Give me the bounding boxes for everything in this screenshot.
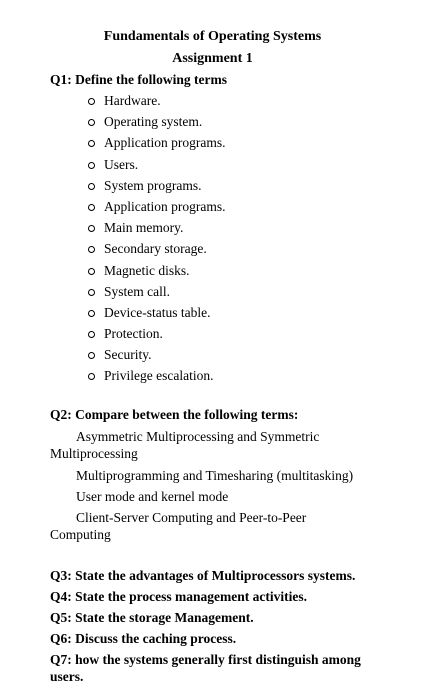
bullet-circle-icon bbox=[88, 289, 95, 296]
bullet-circle-icon bbox=[88, 268, 95, 275]
term-text: Hardware. bbox=[104, 93, 161, 108]
q7-question: Q7: how the systems generally first distinguish among users. bbox=[50, 652, 361, 684]
term-text: System call. bbox=[104, 283, 170, 299]
term-text: Secondary storage. bbox=[104, 241, 207, 257]
term-text: Privilege escalation. bbox=[104, 368, 214, 384]
document-subtitle: Assignment 1 bbox=[172, 51, 253, 66]
term-text: Users. bbox=[104, 156, 139, 172]
bullet-circle-icon bbox=[88, 373, 95, 380]
q5-question: Q5: State the storage Management. bbox=[50, 610, 254, 625]
term-text: Security. bbox=[104, 347, 152, 363]
bullet-circle-icon bbox=[88, 352, 95, 359]
term-text: Main memory. bbox=[104, 220, 184, 236]
bullet-circle-icon bbox=[88, 183, 95, 190]
term-text: Application programs. bbox=[104, 198, 226, 214]
bullet-circle-icon bbox=[88, 98, 95, 105]
q1-heading: Q1: Define the following terms bbox=[50, 72, 227, 87]
bullet-circle-icon bbox=[88, 119, 95, 126]
bullet-circle-icon bbox=[88, 331, 95, 338]
q3-question: Q3: State the advantages of Multiprocessors systems. bbox=[50, 568, 356, 583]
q2-item: User mode and kernel mode bbox=[76, 489, 229, 504]
term-text: Operating system. bbox=[104, 114, 203, 130]
q6-question: Q6: Discuss the caching process. bbox=[50, 631, 237, 646]
bullet-circle-icon bbox=[88, 162, 95, 169]
bullet-circle-icon bbox=[88, 225, 95, 232]
term-text: Protection. bbox=[104, 326, 163, 342]
q2-heading: Q2: Compare between the following terms: bbox=[50, 407, 299, 422]
bullet-circle-icon bbox=[88, 246, 95, 253]
bullet-circle-icon bbox=[88, 310, 95, 317]
q2-item: Asymmetric Multiprocessing and Symmetric Multiprocessing bbox=[50, 429, 320, 461]
term-text: System programs. bbox=[104, 177, 202, 193]
bullet-circle-icon bbox=[88, 204, 95, 211]
bullet-circle-icon bbox=[88, 140, 95, 147]
term-text: Application programs. bbox=[104, 135, 226, 151]
q4-question: Q4: State the process management activities. bbox=[50, 589, 307, 604]
term-text: Device-status table. bbox=[104, 304, 211, 320]
term-text: Magnetic disks. bbox=[104, 262, 190, 278]
document-title: Fundamentals of Operating Systems bbox=[103, 29, 322, 44]
q2-item: Client-Server Computing and Peer-to-Peer Computing bbox=[50, 510, 307, 542]
q2-item: Multiprogramming and Timesharing (multitasking) bbox=[76, 468, 354, 483]
